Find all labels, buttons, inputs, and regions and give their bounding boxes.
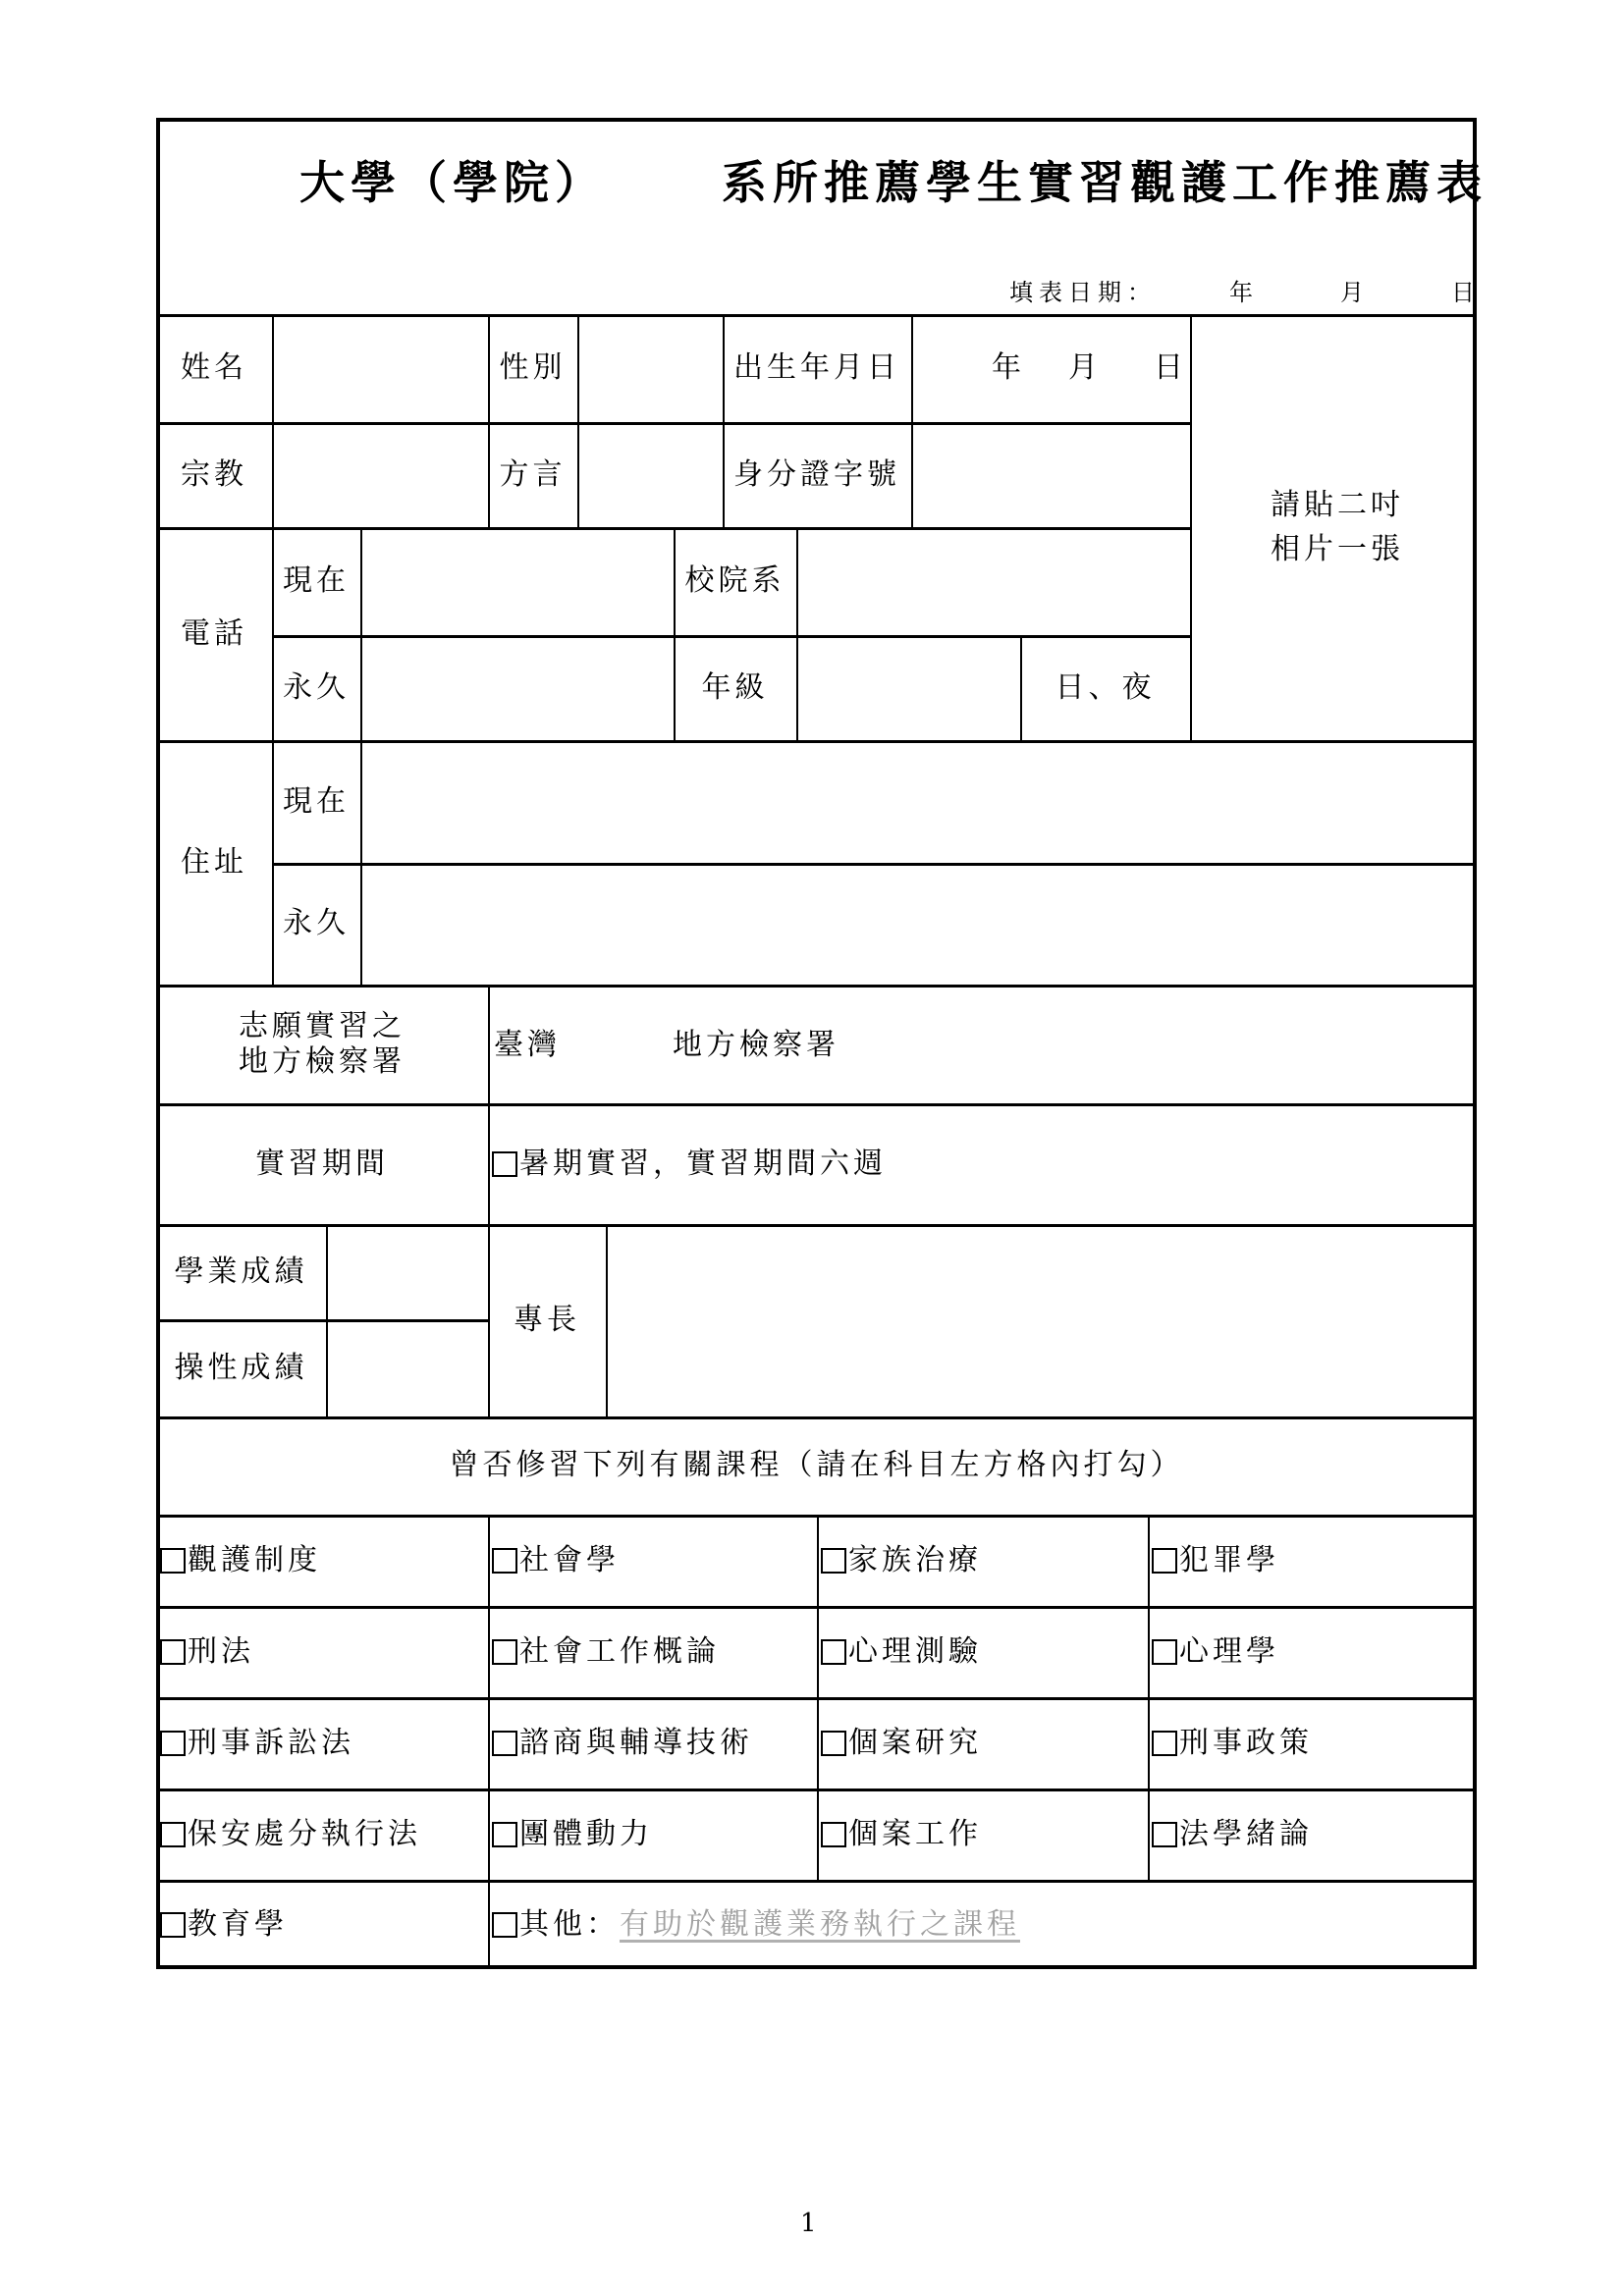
id-number-label: 身分證字號 xyxy=(733,456,900,492)
grade-label: 年級 xyxy=(701,669,769,705)
fill-date-label: 填表日期： xyxy=(1009,279,1157,306)
birthdate-field[interactable] xyxy=(913,316,1188,420)
checkbox[interactable] xyxy=(492,1731,517,1756)
course-item[interactable] xyxy=(1152,1515,1279,1606)
course-item[interactable] xyxy=(160,1697,354,1789)
internship-period-label: 實習期間 xyxy=(255,1146,389,1181)
conduct-grade-field[interactable] xyxy=(328,1321,486,1415)
address-current-label: 現在 xyxy=(283,783,350,819)
phone-current-field[interactable] xyxy=(362,529,672,633)
photo-instruction-line1: 請貼二吋 xyxy=(1271,488,1404,522)
checkbox[interactable] xyxy=(821,1822,846,1847)
course-item[interactable] xyxy=(1152,1606,1279,1697)
course-label: 家族治療 xyxy=(848,1542,982,1577)
course-item[interactable] xyxy=(821,1606,982,1697)
preferred-office-label-line2: 地方檢察署 xyxy=(239,1043,406,1079)
address-permanent-field[interactable] xyxy=(362,865,1473,983)
course-label: 諮商與輔導技術 xyxy=(519,1725,753,1760)
course-item[interactable] xyxy=(492,1515,620,1606)
gender-label: 性別 xyxy=(499,350,567,385)
course-label: 觀護制度 xyxy=(188,1542,321,1577)
school-department-label: 校院系 xyxy=(684,563,785,598)
other-label: 其他： xyxy=(519,1906,620,1942)
course-item[interactable] xyxy=(160,1789,421,1880)
course-item[interactable] xyxy=(492,1606,720,1697)
course-label: 個案工作 xyxy=(848,1816,982,1851)
divider xyxy=(817,1515,819,1880)
checkbox[interactable] xyxy=(160,1731,186,1756)
course-label: 心理測驗 xyxy=(848,1633,982,1669)
checkbox[interactable] xyxy=(821,1548,846,1574)
checkbox[interactable] xyxy=(492,1822,517,1847)
fill-date-year: 年 xyxy=(1229,279,1259,306)
internship-period-option[interactable] xyxy=(492,1103,887,1224)
fill-date-day: 日 xyxy=(1451,279,1481,306)
checkbox[interactable] xyxy=(492,1912,517,1938)
course-label: 犯罪學 xyxy=(1179,1542,1279,1577)
course-item[interactable] xyxy=(1152,1697,1313,1789)
course-label: 刑事訴訟法 xyxy=(188,1725,354,1760)
preferred-office-field[interactable] xyxy=(490,987,1473,1101)
course-label: 刑事政策 xyxy=(1179,1725,1313,1760)
day-night-option[interactable]: 日、夜 xyxy=(1055,669,1156,705)
photo-instruction-line2: 相片一張 xyxy=(1271,532,1404,566)
conduct-grade-label: 操性成績 xyxy=(174,1350,308,1385)
academic-grade-label: 學業成績 xyxy=(174,1254,308,1289)
preferred-office-label-line1: 志願實習之 xyxy=(239,1008,406,1043)
divider xyxy=(1148,1515,1150,1880)
checkbox[interactable] xyxy=(1152,1548,1177,1574)
name-label: 姓名 xyxy=(181,350,247,385)
religion-field[interactable] xyxy=(274,424,486,525)
phone-permanent-field[interactable] xyxy=(362,637,672,738)
preferred-office-label xyxy=(156,985,488,1103)
course-label: 教育學 xyxy=(188,1906,288,1942)
phone-label: 電話 xyxy=(181,615,247,651)
birthdate-label: 出生年月日 xyxy=(733,350,900,385)
dialect-field[interactable] xyxy=(579,424,721,525)
preferred-office-suffix: 地方檢察署 xyxy=(673,1028,839,1062)
course-item-other[interactable] xyxy=(492,1880,1020,1969)
course-label: 社會工作概論 xyxy=(519,1633,720,1669)
page-number: 1 xyxy=(800,2209,817,2238)
course-item[interactable] xyxy=(160,1606,254,1697)
checkbox[interactable] xyxy=(1152,1731,1177,1756)
form-title: 系所推薦學生實習觀護工作推薦表 xyxy=(722,156,1488,209)
religion-label: 宗教 xyxy=(181,456,247,492)
courses-header: 曾否修習下列有關課程（請在科目左方格內打勾） xyxy=(449,1448,1184,1482)
id-number-field[interactable] xyxy=(913,424,1188,525)
course-label: 團體動力 xyxy=(519,1816,653,1851)
school-department-field[interactable] xyxy=(798,529,1188,633)
phone-permanent-label: 永久 xyxy=(283,669,350,705)
internship-period-text: 暑期實習，實習期間六週 xyxy=(519,1146,887,1181)
gender-field[interactable] xyxy=(579,316,721,420)
course-item[interactable] xyxy=(492,1789,653,1880)
address-current-field[interactable] xyxy=(362,742,1473,861)
address-permanent-label: 永久 xyxy=(283,906,350,940)
course-label: 保安處分執行法 xyxy=(188,1816,421,1851)
course-label: 社會學 xyxy=(519,1542,620,1577)
course-label: 心理學 xyxy=(1179,1633,1279,1669)
specialty-field[interactable] xyxy=(608,1226,1473,1415)
checkbox[interactable] xyxy=(160,1548,186,1574)
birth-day-label: 日 xyxy=(1154,350,1187,385)
checkbox[interactable] xyxy=(492,1639,517,1665)
name-field[interactable] xyxy=(274,316,486,420)
divider xyxy=(488,1515,490,1969)
checkbox[interactable] xyxy=(160,1912,186,1938)
checkbox[interactable] xyxy=(492,1151,517,1177)
course-item[interactable] xyxy=(1152,1789,1313,1880)
checkbox[interactable] xyxy=(160,1639,186,1665)
checkbox[interactable] xyxy=(1152,1822,1177,1847)
specialty-label: 專長 xyxy=(514,1303,580,1337)
phone-current-label: 現在 xyxy=(283,563,350,598)
course-item[interactable] xyxy=(160,1515,321,1606)
checkbox[interactable] xyxy=(492,1548,517,1574)
dialect-label: 方言 xyxy=(499,456,567,492)
course-item[interactable] xyxy=(821,1789,982,1880)
course-label: 法學緒論 xyxy=(1179,1816,1313,1851)
checkbox[interactable] xyxy=(821,1731,846,1756)
birth-month-label: 月 xyxy=(1068,350,1102,385)
course-item[interactable] xyxy=(160,1880,288,1969)
birth-year-label: 年 xyxy=(992,350,1025,385)
academic-grade-field[interactable] xyxy=(328,1226,486,1317)
course-item[interactable] xyxy=(492,1697,753,1789)
course-label: 刑法 xyxy=(188,1633,254,1669)
other-course-value[interactable]: 有助於觀護業務執行之課程 xyxy=(620,1906,1020,1942)
checkbox[interactable] xyxy=(1152,1639,1177,1665)
course-label: 個案研究 xyxy=(848,1725,982,1760)
address-label: 住址 xyxy=(181,844,247,880)
course-item[interactable] xyxy=(821,1697,982,1789)
preferred-office-prefix: 臺灣 xyxy=(494,1028,561,1062)
checkbox[interactable] xyxy=(821,1639,846,1665)
photo-area[interactable] xyxy=(1192,316,1473,738)
title-university: 大學（學院） xyxy=(299,156,606,209)
course-item[interactable] xyxy=(821,1515,982,1606)
grade-field[interactable] xyxy=(798,637,1018,738)
checkbox[interactable] xyxy=(160,1822,186,1847)
fill-date-month: 月 xyxy=(1340,279,1370,306)
